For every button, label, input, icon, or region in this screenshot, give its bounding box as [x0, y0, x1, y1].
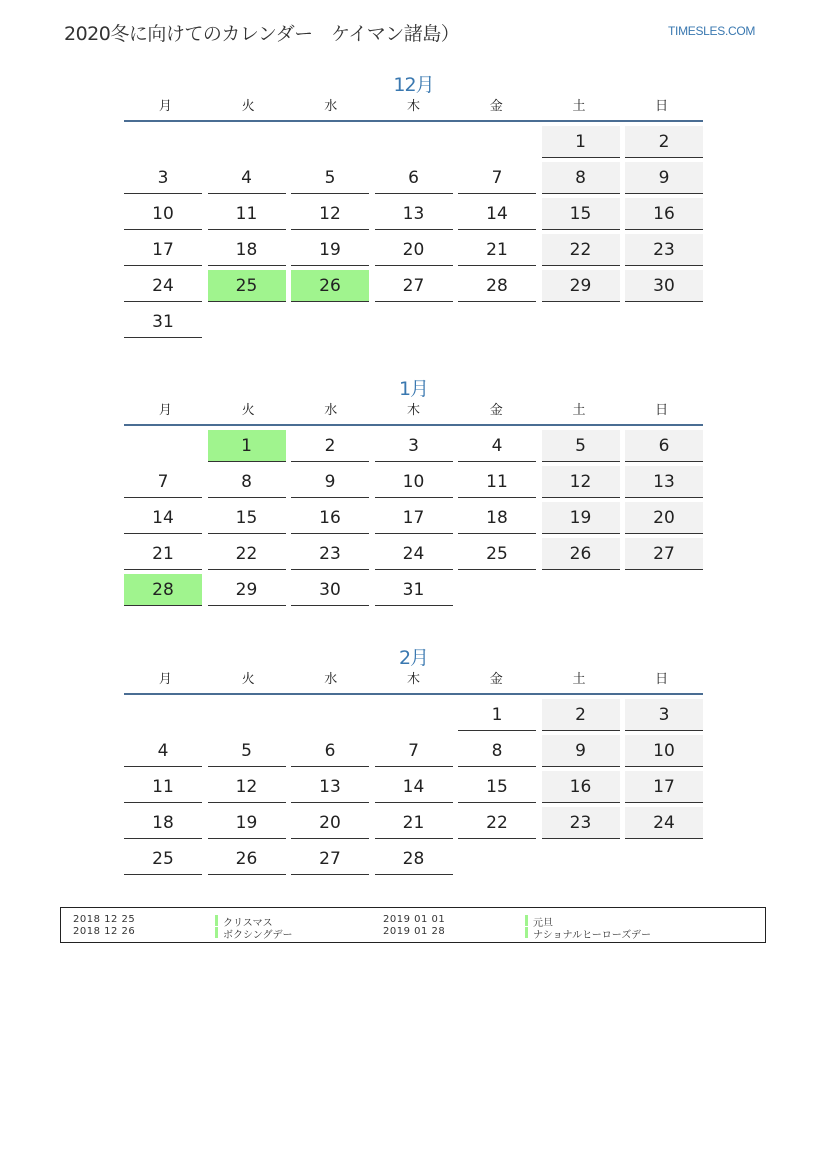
- day-cell: 25: [208, 270, 286, 302]
- day-cell: 25: [458, 538, 536, 570]
- day-cell: 3: [625, 699, 703, 731]
- legend-color-marker: [215, 927, 218, 938]
- empty-cell: [124, 699, 202, 731]
- empty-cell: [291, 306, 369, 338]
- week-row: [124, 306, 703, 342]
- legend-holiday-name: ナショナルヒーローズデー: [533, 930, 651, 941]
- day-cell: 10: [625, 735, 703, 767]
- month-calendar: [124, 374, 703, 610]
- day-cell: 20: [291, 807, 369, 839]
- week-row: [124, 126, 703, 162]
- weekday-header: [124, 402, 703, 426]
- day-cell: 16: [291, 502, 369, 534]
- week-row: [124, 198, 703, 234]
- day-cell: 18: [124, 807, 202, 839]
- empty-cell: [291, 699, 369, 731]
- day-cell: 20: [625, 502, 703, 534]
- day-cell: 20: [375, 234, 453, 266]
- empty-cell: [458, 306, 536, 338]
- legend-holiday-name: ボクシングデー: [223, 930, 293, 941]
- week-row: [124, 430, 703, 466]
- day-cell: 30: [625, 270, 703, 302]
- week-row: [124, 574, 703, 610]
- month-calendar: [124, 70, 703, 342]
- empty-cell: [458, 843, 536, 875]
- day-cell: 19: [542, 502, 620, 534]
- day-cell: 29: [208, 574, 286, 606]
- day-cell: 22: [542, 234, 620, 266]
- day-cell: 1: [542, 126, 620, 158]
- empty-cell: [542, 843, 620, 875]
- week-row: [124, 699, 703, 735]
- legend-date: 2019 01 28: [383, 926, 446, 937]
- day-cell: 22: [208, 538, 286, 570]
- day-cell: 26: [542, 538, 620, 570]
- empty-cell: [458, 126, 536, 158]
- day-cell: 19: [208, 807, 286, 839]
- day-cell: 8: [208, 466, 286, 498]
- holiday-legend: [60, 907, 766, 943]
- day-cell: 12: [542, 466, 620, 498]
- weekday-label: 木: [407, 403, 421, 418]
- weekday-label: 日: [655, 403, 669, 418]
- day-cell: 17: [375, 502, 453, 534]
- weekday-label: 日: [655, 672, 669, 687]
- day-cell: 29: [542, 270, 620, 302]
- day-cell: 5: [291, 162, 369, 194]
- day-cell: 28: [124, 574, 202, 606]
- empty-cell: [542, 574, 620, 606]
- weekday-label: 土: [572, 403, 586, 418]
- week-row: [124, 502, 703, 538]
- day-cell: 8: [458, 735, 536, 767]
- day-cell: 21: [375, 807, 453, 839]
- day-cell: 6: [291, 735, 369, 767]
- empty-cell: [124, 126, 202, 158]
- day-cell: 4: [208, 162, 286, 194]
- day-cell: 18: [208, 234, 286, 266]
- day-cell: 5: [542, 430, 620, 462]
- month-calendar: [124, 643, 703, 879]
- legend-date: 2018 12 25: [73, 914, 136, 925]
- day-cell: 19: [291, 234, 369, 266]
- weekday-header: [124, 98, 703, 122]
- day-cell: 4: [458, 430, 536, 462]
- weekday-label: 火: [241, 99, 255, 114]
- day-cell: 31: [124, 306, 202, 338]
- weekday-label: 木: [407, 99, 421, 114]
- week-row: [124, 735, 703, 771]
- legend-holiday-name: 元旦: [533, 918, 553, 929]
- day-cell: 11: [458, 466, 536, 498]
- day-cell: 8: [542, 162, 620, 194]
- day-cell: 13: [375, 198, 453, 230]
- empty-cell: [375, 306, 453, 338]
- month-title: 12月: [393, 74, 434, 96]
- day-cell: 24: [124, 270, 202, 302]
- weekday-label: 月: [158, 403, 172, 418]
- weekday-label: 金: [489, 99, 503, 114]
- day-cell: 27: [291, 843, 369, 875]
- week-row: [124, 538, 703, 574]
- weekday-label: 金: [489, 403, 503, 418]
- day-cell: 24: [375, 538, 453, 570]
- day-cell: 14: [124, 502, 202, 534]
- empty-cell: [458, 574, 536, 606]
- day-cell: 11: [208, 198, 286, 230]
- day-cell: 9: [542, 735, 620, 767]
- empty-cell: [375, 126, 453, 158]
- day-cell: 28: [375, 843, 453, 875]
- day-cell: 18: [458, 502, 536, 534]
- site-link[interactable]: TIMESLES.COM: [668, 24, 756, 38]
- week-row: [124, 234, 703, 270]
- day-cell: 1: [458, 699, 536, 731]
- weekday-label: 火: [241, 672, 255, 687]
- day-cell: 3: [124, 162, 202, 194]
- day-cell: 12: [291, 198, 369, 230]
- legend-date: 2019 01 01: [383, 914, 446, 925]
- day-cell: 7: [458, 162, 536, 194]
- empty-cell: [625, 843, 703, 875]
- month-title: 2月: [398, 647, 429, 669]
- day-cell: 7: [375, 735, 453, 767]
- weekday-label: 月: [158, 99, 172, 114]
- day-cell: 1: [208, 430, 286, 462]
- empty-cell: [208, 306, 286, 338]
- weekday-label: 水: [324, 403, 338, 418]
- day-cell: 27: [625, 538, 703, 570]
- day-cell: 4: [124, 735, 202, 767]
- empty-cell: [291, 126, 369, 158]
- day-cell: 23: [625, 234, 703, 266]
- weekday-label: 火: [241, 403, 255, 418]
- day-cell: 14: [458, 198, 536, 230]
- month-title: 1月: [398, 378, 429, 400]
- day-cell: 15: [542, 198, 620, 230]
- week-row: [124, 807, 703, 843]
- weekday-label: 月: [158, 672, 172, 687]
- empty-cell: [625, 306, 703, 338]
- weekday-label: 日: [655, 99, 669, 114]
- day-cell: 30: [291, 574, 369, 606]
- day-cell: 26: [291, 270, 369, 302]
- weekday-label: 金: [489, 672, 503, 687]
- day-cell: 10: [124, 198, 202, 230]
- empty-cell: [625, 574, 703, 606]
- day-cell: 2: [291, 430, 369, 462]
- day-cell: 25: [124, 843, 202, 875]
- day-cell: 16: [542, 771, 620, 803]
- legend-color-marker: [215, 915, 218, 926]
- day-cell: 26: [208, 843, 286, 875]
- weekday-label: 土: [572, 672, 586, 687]
- day-cell: 11: [124, 771, 202, 803]
- day-cell: 15: [208, 502, 286, 534]
- empty-cell: [542, 306, 620, 338]
- day-cell: 16: [625, 198, 703, 230]
- empty-cell: [124, 430, 202, 462]
- day-cell: 9: [625, 162, 703, 194]
- day-cell: 15: [458, 771, 536, 803]
- day-cell: 3: [375, 430, 453, 462]
- legend-date: 2018 12 26: [73, 926, 136, 937]
- day-cell: 2: [542, 699, 620, 731]
- day-cell: 12: [208, 771, 286, 803]
- day-cell: 23: [542, 807, 620, 839]
- day-cell: 24: [625, 807, 703, 839]
- day-cell: 22: [458, 807, 536, 839]
- day-cell: 17: [124, 234, 202, 266]
- day-cell: 28: [458, 270, 536, 302]
- week-row: [124, 771, 703, 807]
- legend-color-marker: [525, 915, 528, 926]
- legend-holiday-name: クリスマス: [223, 918, 273, 929]
- day-cell: 7: [124, 466, 202, 498]
- day-cell: 6: [375, 162, 453, 194]
- day-cell: 10: [375, 466, 453, 498]
- week-row: [124, 162, 703, 198]
- day-cell: 6: [625, 430, 703, 462]
- weekday-label: 水: [324, 672, 338, 687]
- empty-cell: [208, 126, 286, 158]
- day-cell: 13: [291, 771, 369, 803]
- day-cell: 23: [291, 538, 369, 570]
- weekday-label: 土: [572, 99, 586, 114]
- weekday-label: 水: [324, 99, 338, 114]
- day-cell: 2: [625, 126, 703, 158]
- day-cell: 27: [375, 270, 453, 302]
- empty-cell: [375, 699, 453, 731]
- day-cell: 31: [375, 574, 453, 606]
- day-cell: 5: [208, 735, 286, 767]
- day-cell: 21: [124, 538, 202, 570]
- weekday-header: [124, 671, 703, 695]
- day-cell: 9: [291, 466, 369, 498]
- weekday-label: 木: [407, 672, 421, 687]
- week-row: [124, 466, 703, 502]
- week-row: [124, 843, 703, 879]
- legend-color-marker: [525, 927, 528, 938]
- day-cell: 14: [375, 771, 453, 803]
- day-cell: 13: [625, 466, 703, 498]
- week-row: [124, 270, 703, 306]
- day-cell: 21: [458, 234, 536, 266]
- day-cell: 17: [625, 771, 703, 803]
- page-title: 2020冬に向けてのカレンダー ケイマン諸島）: [64, 23, 460, 45]
- empty-cell: [208, 699, 286, 731]
